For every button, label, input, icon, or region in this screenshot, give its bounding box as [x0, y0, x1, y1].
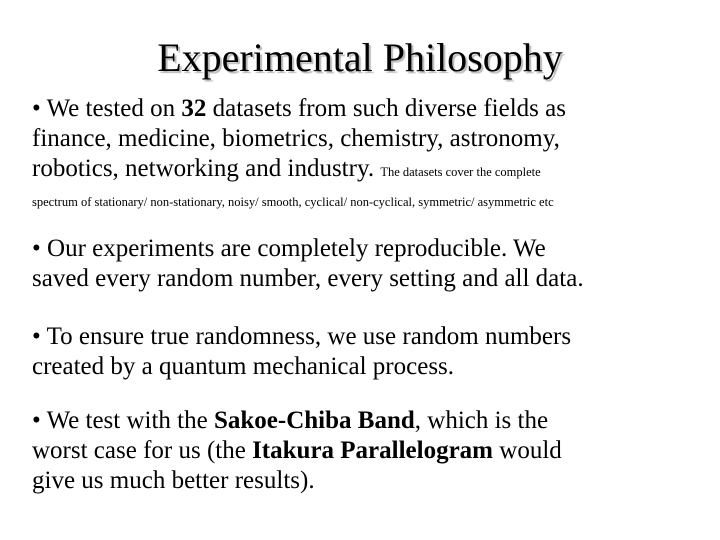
bullet-text: To ensure true randomness, we use random numbers — [46, 323, 572, 350]
bullet-line — [32, 406, 702, 436]
bullet-datasets — [32, 94, 702, 211]
small-note-line: spectrum of stationary/ non-stationary, noisy/ smooth, cyclical/ non-cyclical, symmetric/ asymmetric etc — [32, 195, 554, 209]
bullet-marker: • — [32, 407, 41, 434]
dataset-count: 32 — [181, 95, 207, 122]
bullet-text: , which is the — [414, 407, 549, 434]
bullet-marker: • — [32, 95, 41, 122]
bullet-line — [32, 322, 702, 352]
bullet-line — [32, 94, 702, 124]
bullet-text: We tested on — [46, 95, 182, 122]
bullet-text: worst case for us (the — [32, 437, 253, 464]
bullet-text: would — [493, 437, 562, 464]
slide-title: Experimental Philosophy — [157, 35, 563, 80]
bullet-text: We test with the — [46, 407, 214, 434]
bullet-text: datasets from such diverse fields as — [206, 95, 566, 122]
bullet-line: give us much better results). — [32, 467, 315, 494]
bullet-marker: • — [32, 235, 41, 262]
small-note: The datasets cover the complete — [380, 165, 541, 179]
bullet-sakoe-chiba — [32, 406, 702, 496]
bullet-text: robotics, networking and industry. — [32, 155, 375, 182]
sakoe-chiba-term: Sakoe-Chiba Band — [213, 407, 415, 434]
bullet-line: saved every random number, every setting and all data. — [32, 265, 584, 292]
bullet-line: created by a quantum mechanical process. — [32, 353, 455, 380]
bullet-text: Our experiments are completely reproducible. We — [47, 235, 546, 262]
bullet-line — [32, 154, 702, 187]
bullet-marker: • — [32, 323, 41, 350]
bullet-line — [32, 234, 702, 264]
bullet-randomness — [32, 322, 702, 382]
bullet-reproducible — [32, 234, 702, 294]
bullet-line: finance, medicine, biometrics, chemistry, astronomy, — [32, 125, 560, 152]
bullet-line — [32, 436, 702, 466]
itakura-term: Itakura Parallelogram — [252, 437, 494, 464]
